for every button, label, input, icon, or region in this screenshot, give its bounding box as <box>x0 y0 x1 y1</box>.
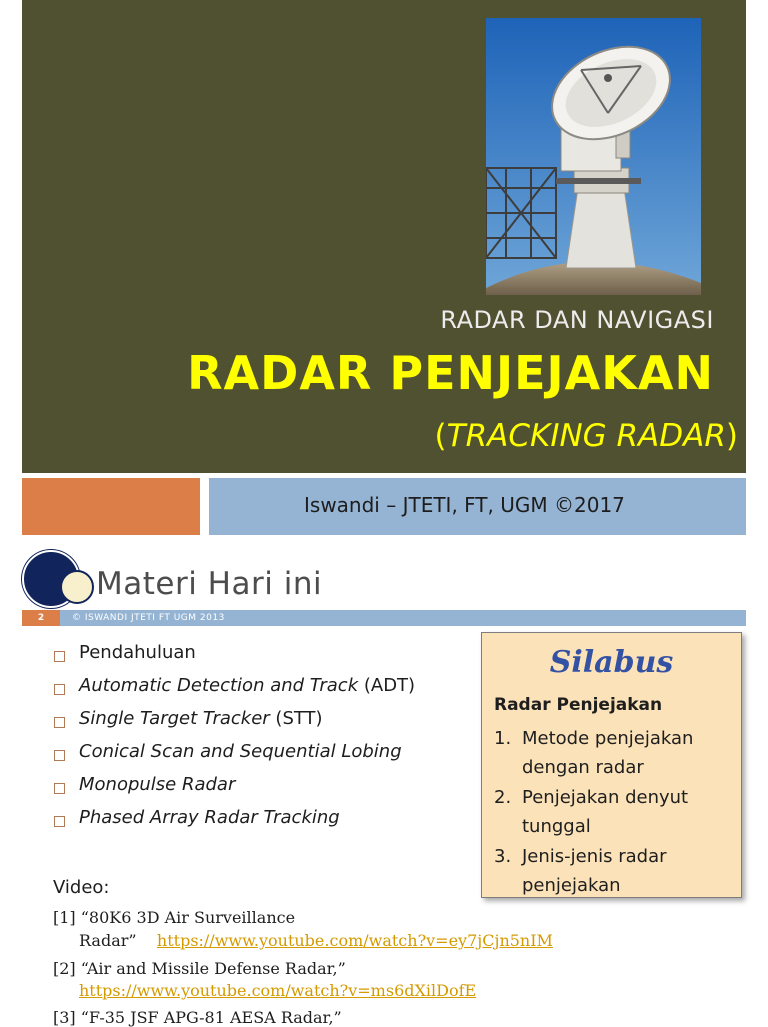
square-bullet-icon <box>54 717 65 728</box>
square-bullet-icon <box>54 651 65 662</box>
reference-3-title: [3] “F-35 JSF APG-81 AESA Radar,” <box>53 1008 342 1027</box>
square-bullet-icon <box>54 783 65 794</box>
radar-dish-photo <box>486 18 701 295</box>
slide-title: RADAR PENJEJAKAN <box>187 346 714 400</box>
reference-2 <box>53 981 476 1000</box>
square-bullet-icon <box>54 816 65 827</box>
footer-copyright: © ISWANDI JTETI FT UGM 2013 <box>72 613 225 623</box>
square-bullet-icon <box>54 684 65 695</box>
slide-heading: Materi Hari ini <box>96 566 323 602</box>
silabus-box <box>481 632 742 898</box>
silabus-list <box>494 724 732 901</box>
silabus-title: Silabus <box>549 645 674 680</box>
author-name: Iswandi <box>304 493 380 517</box>
slide-subtitle <box>435 418 738 454</box>
author-line <box>304 493 625 517</box>
reference-1-title: [1] “80K6 3D Air Surveillance <box>53 908 296 927</box>
reference-2-title: [2] “Air and Missile Defense Radar,” <box>53 959 346 978</box>
silabus-subtitle: Radar Penjejakan <box>494 695 663 715</box>
reference-1: Radar” https://www.youtube.com/watch?v=ey7jCjn5nIM <box>79 931 553 950</box>
subtitle-english: TRACKING RADAR <box>446 418 726 454</box>
orange-accent-bar <box>22 478 200 535</box>
silabus-item: 2. Penjejakan denyut tunggal <box>494 787 689 837</box>
reference-1-link[interactable]: https://www.youtube.com/watch?v=ey7jCjn5nIM <box>156 931 553 950</box>
paren-open: ( <box>434 418 447 454</box>
silabus-item: 1. Metode penjejakan dengan radar <box>494 728 694 778</box>
video-label: Video: <box>53 877 110 898</box>
logo-circle-small <box>60 570 94 604</box>
course-name: RADAR DAN NAVIGASI <box>440 306 714 334</box>
reference-2-link[interactable]: https://www.youtube.com/watch?v=ms6dXilDofE <box>79 981 477 1000</box>
paren-close: ) <box>725 418 738 454</box>
author-affiliation: – JTETI, FT, UGM ©2017 <box>379 493 625 517</box>
slide-number: 2 <box>22 610 60 626</box>
square-bullet-icon <box>54 750 65 761</box>
author-bar <box>209 478 746 535</box>
silabus-item: 3. Jenis-jenis radar penjejakan <box>494 846 667 896</box>
